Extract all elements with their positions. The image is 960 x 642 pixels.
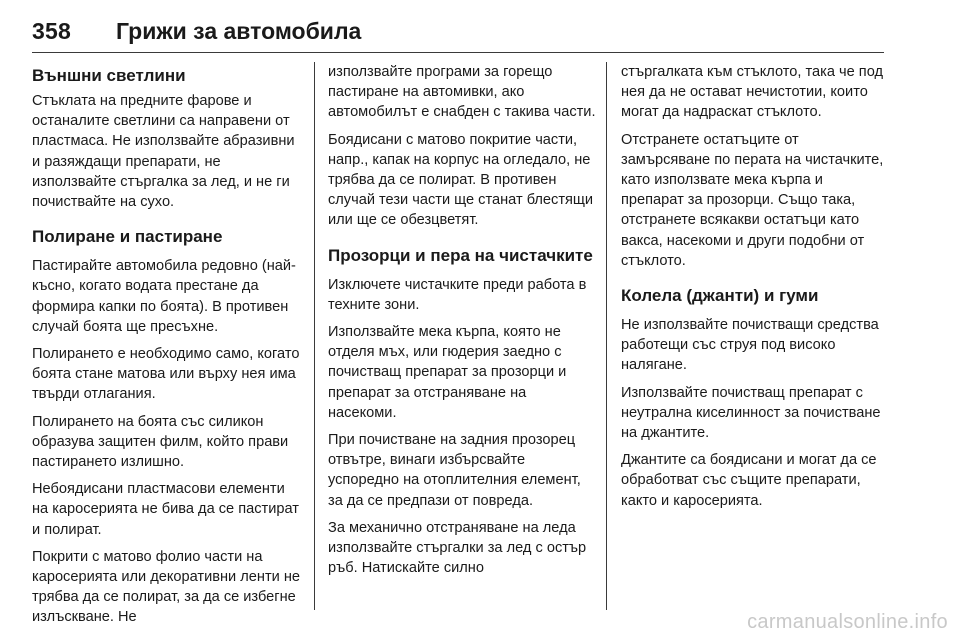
paragraph: Използвайте мека кърпа, която не отделя мъх, или гюдерия заедно с почистващ препарат за прозорци и препарат за отстраняване на насекоми.: [328, 324, 567, 421]
paragraph: Боядисани с матово покритие части, напр., капак на корпус на огледало, не трябва да се полират. В противен случай тези части ще станат блестящи или ще се обезцветят.: [328, 131, 594, 229]
header-divider: [32, 52, 884, 53]
watermark: carmanualsonline.info: [747, 611, 948, 633]
paragraph: Стъклата на предните фарове и останалите светлини са направени от пластмаса. Не използвайте абразивни и разяждащи препарати, не използвайте стъргалка за лед, и не ги почиствайте на сухо.: [32, 93, 295, 211]
paragraph: Пастирайте автомобила редовно (най-късно, когато водата престане да формира капки по боята). В противен случай боята ще пресъхне.: [32, 258, 296, 335]
section-heading-polishing: Полиране и пастиране: [32, 227, 223, 247]
paragraph: използвайте програми за горещо пастиране на автомивки, ако автомобилът е снабден с такива части.: [328, 64, 596, 121]
column-1: [32, 62, 304, 635]
paragraph: Джантите са боядисани и могат да се обработват със същите препарати, както и каросерията.: [621, 452, 877, 509]
paragraph: Не използвайте почистващи средства работещи със струя под високо налягане.: [621, 317, 879, 374]
chapter-title: Грижи за автомобила: [116, 18, 362, 44]
paragraph: стъргалката към стъклото, така че под нея да не остават нечистотии, които могат да надраскат стъклото.: [621, 64, 884, 121]
paragraph: При почистване на задния прозорец отвътре, винаги избърсвайте успоредно на отоплителния елемент, за да се предпази от повреда.: [328, 432, 581, 509]
section-heading-wheels-tyres: Колела (джанти) и гуми: [621, 286, 819, 306]
column-divider-2: [606, 62, 607, 610]
column-divider-1: [314, 62, 315, 610]
page-number: 358: [32, 18, 71, 44]
page-header: [32, 18, 884, 54]
paragraph: Изключете чистачките преди работа в техните зони.: [328, 276, 587, 313]
paragraph: Полирането е необходимо само, когато боята стане матова или върху нея има твърди отлагания.: [32, 346, 300, 403]
paragraph: За механично отстраняване на леда използвайте стъргалки за лед с остър ръб. Натискайте силно: [328, 519, 587, 577]
section-heading-windows-wipers: Прозорци и пера на чистачките: [328, 245, 593, 265]
paragraph: Отстранете остатъците от замърсяване по перата на чистачките, като използвате мека кърпа и препарат за прозорци. Също така, отстранете всякакви остатъци като вакса, насекоми и други подобни от стъклото.: [621, 131, 884, 269]
paragraph: Покрити с матово фолио части на каросерията или декоративни ленти не трябва да се полират, за да се избегне излъскване. Не: [32, 548, 301, 626]
paragraph: Небоядисани пластмасови елементи на каросерията не бива да се пастират и полират.: [32, 481, 299, 538]
section-heading-exterior-lights: Външни светлини: [32, 66, 186, 85]
column-3: [621, 62, 889, 518]
column-2: [328, 62, 596, 585]
paragraph: Използвайте почистващ препарат с неутрална киселинност за почистване на джантите.: [621, 384, 881, 442]
paragraph: Полирането на боята със силикон образува защитен филм, който прави пастирането излишно.: [32, 413, 289, 471]
